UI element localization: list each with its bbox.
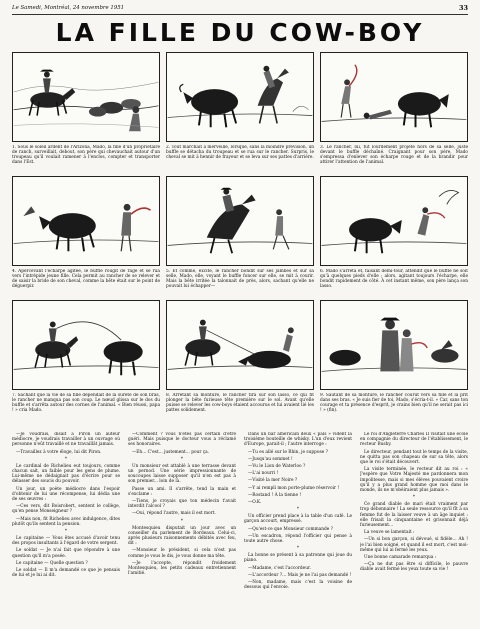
text-paragraph: Ce grand diable de mari était vraiment par trop débonnaire ! La seule ressource qu'il fît à sa femme fut de la laisser veuve à un âge inquiet : elle frisait la cinquantaine et grisonnait déjà furieusement... [360,502,468,529]
text-paragraph: Le directeur, pendant tout le temps de la visite, ne quitta pas son chapeau de sur sa tête, alors que le roi s'était découvert. [360,449,468,466]
text-paragraph: —L'accordeur ?... Mais je ne l'ai pas demandé ! [248,572,352,578]
panel-caption: 8. Arrêtant sa monture, le rancher tira sur son lasso, ce qui fit plonger la bête furieuse tête première sur le sol. Avant qu'elle puisse se relever les cow-boys étaient accourus et lui avaient lié les pattes solidement. [166,393,314,414]
text-paragraph: —Non, madame, mais c'est la voisine de dessous qui l'envoie. [244,580,352,591]
text-paragraph: La bonne se présent à sa patronne qui joue du piano. [244,553,352,564]
text-paragraph: —Madame, c'est l'accordeur. [248,565,311,571]
panel-caption: 6. Mado s'arrêta et, faisant demi-tour, attendit que le buffle ne soit qu'à quelques pieds d'elle ; alors, agitant toujours l'écharpe, elle bondit rapidement de côté. À cet instant même, son père lança son lasso. [320,269,468,290]
text-paragraph: —Je l'accepte, répondit froidement Montesquieu, les petits cadeaux entretiennent l'amitié. [128,560,236,577]
girl-waving-scarf-illustration [13,177,159,265]
text-paragraph: Le capitaine — Quelle question ? [16,560,88,566]
text-paragraph: La visite terminée, le recteur dit au roi : « J'espère que Votre Majesté me pardonnera mon impolitesse, mais si mes élèves pouvaient croire qu'il y a plus grand homme que moi dans le monde, ils ne m'obéiraient plus jamais ». [360,467,468,494]
comic-panel-3 [320,52,468,165]
cowboy-on-horse-illustration [13,53,159,141]
rancher-mounting-illustration [167,177,313,265]
text-paragraph: La veuve se lamentait : [364,530,415,536]
text-paragraph: —Eh... C'est... justement... pour ça. [132,449,210,455]
panel-illustration [166,300,314,390]
panel-illustration [166,52,314,142]
text-column-1 [12,432,120,624]
text-paragraph: —Visité la mer Noire ? [248,478,298,484]
section-separator: * [64,456,68,462]
section-separator: * [180,518,184,524]
section-separator: * [412,495,416,501]
text-paragraph: —Un escadron, répond l'officier qui pense à toute autre chose. [244,533,352,545]
comic-panel-5 [166,176,314,289]
text-paragraph: Le soldat — Il m'a demandé ce que je pensais de lui et je lui ai dit. [12,568,120,579]
text-column-3 [244,432,352,624]
text-paragraph: Un monsieur est attablé à une terrasse devant un pernod. Une série impressionnante de soucoupes laisse supposer qu'il n'en est pas à son premier... loin de là. [128,463,236,485]
text-paragraph: —Jusqu'au sommet ! [248,456,293,462]
text-paragraph: —Tiens, je croyais que ton médecin t'avait interdit l'alcool ? [128,499,236,510]
text-paragraph: —Ces vers, dit Boisrobert, sentent le collège, qu'en pense Monseigneur ? [12,504,120,515]
text-paragraph: Le capitaine — Vous êtes accusé d'avoir tenu des propos insultants à l'égard de votre sergent. [12,536,120,547]
lasso-throw-illustration [13,301,159,389]
text-paragraph: —L'ai nourri ! [248,471,279,477]
text-paragraph: Un jour, un poète médiocre dans l'espoir d'obtenir de lui une récompense, lui dédia une de ses œuvres : [12,486,120,503]
page-number: 33 [458,4,468,12]
panel-caption: 1. Sous le soleil ardent de l'Arizona, Mado, la fille d'un propriétaire de ranch, surveillait, debout, son père qui chevauchait autour d'un troupeau qu'il voulait ramener à l'enclos, compter et transporter dans l'Est. [12,145,160,166]
text-paragraph: —Travaillez à votre éloge, lui dit Piron. [16,449,102,455]
section-separator: * [64,529,68,535]
comic-strip [12,52,468,424]
text-paragraph: —Y ai rempli mon porte-plume réservoir ! [248,485,340,491]
text-paragraph: Le roi d'Angleterre Charles II visitait une école en compagnie du directeur de l'établissement, le recteur Busby. [360,432,468,448]
rancher-thrown-illustration [321,53,467,141]
section-separator: * [180,456,184,462]
panel-caption: 9. Sautant de sa monture, le rancher courut vers sa fille et la prit dans ses bras. « Je suis fier de toi, Mado, s'écria-t-il. » Car, sans ton courage et ta présence d'esprit, je crains bien qu'il ne serait pas ici ! » (fin). [320,393,468,414]
panel-illustration [320,52,468,142]
text-paragraph: —Tu es allé sur le Rhin, je suppose ? [248,449,328,455]
text-paragraph: —Monsieur le président, si cela n'est pas comme je vous le dis, je vous donne ma tête. [128,548,236,559]
comic-panel-7 [12,300,160,413]
buffalo-tied-illustration [167,301,313,389]
comic-panel-6 [320,176,468,289]
comic-panel-1 [12,52,160,165]
comic-panel-8 [166,300,314,413]
text-paragraph: Le cardinal de Richelieu eut toujours, comme chacun sait, un faible pour les gens de plume. Lui-même ne dédaignait pas d'écrire pour se délasser des soucis du pouvoir. [12,463,120,485]
panel-illustration [12,300,160,390]
text-paragraph: —Mais non, fit Richelieu avec indulgence, dites plutôt qu'ils sentent la pension. [12,516,120,527]
panel-caption: 7. Sachant que la vie de sa fille dépendait de la sûreté de son bras, le rancher ne manqua pas son coup. Le nœud glissa sur le dos du buffle et s'arrêta autour des cornes de l'animal. « Bien réussi, papa ! » cria Mado. [12,393,160,414]
text-paragraph: Un officier prend place à la table d'un café. Le garçon accourt, empressé. [244,514,352,525]
text-paragraph: Dans un bar américain deux « pals » vident la troisième bouteille de whisky. L'un d'eux revient d'Europe, parait-il ; l'autre interroge : [244,432,352,448]
panel-caption: 2. Tout marchait à merveille, lorsque, sans la moindre prévision, un buffle se détacha du troupeau et se rua sur le rancher. Surpris, le cheval se mit à hennir de frayeur et se leva sur ses pattes d'arrière. [166,145,314,161]
section-separator: * [296,546,300,552]
text-paragraph: —Vu le Lion de Waterloo ? [248,464,306,470]
comic-panel-4 [12,176,160,289]
text-paragraph: —Ça ne dut pas être si difficile, le pauvre diable avait fermé les yeux toute sa vie ! [360,562,468,573]
panel-caption: 4. Apercevant l'écharpe agitée, le buffle rougit de rage et se rua vers l'intrépide jeune fille. Cela permit au rancher de se relever et de saisir la bride de son cheval, comme la bête était sur le point de déguerpir. [12,269,160,290]
panel-caption: 3. Le rancher, lui, fut lourdement projeté hors de sa selle, juste devant le buffle déchaîné. Craignant pour son père, Mado s'empressa d'enlever son écharpe rouge et de la brandir pour attirer l'attention de l'animal. [320,145,468,166]
text-paragraph: —Comment ? vous n'êtes pas certain d'être guéri. Mais puisque le docteur vous a réclamé ses honoraires. [128,432,236,448]
comic-panel-2 [166,52,314,160]
comic-panel-9 [320,300,468,413]
text-paragraph: Une bonne camarade remarqua : [364,555,437,561]
section-separator: * [296,507,300,513]
panel-illustration [12,176,160,266]
text-paragraph: —Qu'est-ce que Monsieur commande ? [248,526,333,532]
girl-dodging-illustration [321,177,467,265]
panel-illustration [320,176,468,266]
text-paragraph: Passe un ami. Il s'arrête, tend la main et s'exclame : [128,486,236,497]
panel-illustration [320,300,468,390]
text-column-2 [128,432,236,624]
publication-line: Le Samedi, Montréal, 24 novembre 1951 [12,5,125,11]
panel-caption: 5. Et comme, excité, le rancher bondit sur ses jambes et sur sa selle, Mado, elle, voyant le buffle foncer sur elle, se mit à courir. Mais la bête irritée la talonnait de près, alors, sachant qu'elle ne pouvait lui échapper— [166,269,314,290]
text-paragraph: —Je voudrais, disait à Piron un auteur médiocre, je voudrais travailler à un ouvrage où personne n'eût travaillé et ne travaillât jamais. [12,432,120,448]
text-column-4 [360,432,468,624]
father-hugging-daughter-illustration [321,301,467,389]
panel-illustration [166,176,314,266]
anecdote-columns [12,432,468,624]
text-paragraph: Le soldat — Je n'ai fait que répondre à une question qu'il m'a posée. [12,548,120,559]
text-paragraph: —Un si bon garçon, si dévoué, si fidèle... Ah ! je l'ai bien soigné, et quand il est mort, c'est moi-même qui lui ai fermé les yeux. [360,537,468,553]
text-paragraph: Montesquieu disputait un jour avec un conseiller du parlement de Bordeaux. Celui-ci, après plusieurs raisonnements débités avec feu, dit : [128,525,236,547]
text-paragraph: —Rostand ! À la tienne ! [248,492,302,498]
text-paragraph: —Oui, répond l'autre, mais il est mort. [132,511,216,517]
page-title: LA FILLE DU COW-BOY [55,18,425,47]
text-paragraph: —O.K. [248,500,262,506]
running-header [12,4,468,15]
buffalo-charge-illustration [167,53,313,141]
panel-illustration [12,52,160,142]
